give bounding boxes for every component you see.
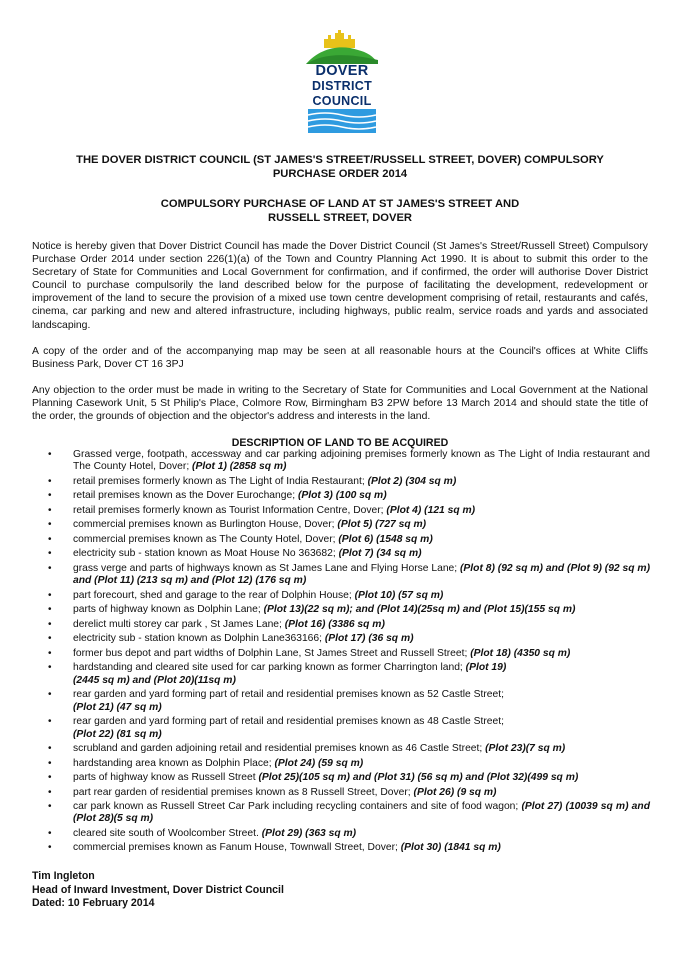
purchase-subtitle-line-2: RUSSELL STREET, DOVER (267, 211, 412, 224)
plot-reference: (Plot 10) (57 sq m) (354, 589, 444, 601)
plot-list-item (48, 758, 650, 770)
purchase-subtitle-line-1: COMPULSORY PURCHASE OF LAND AT ST JAMES'S STREET AND (160, 198, 520, 210)
notice-paragraph: Notice is hereby given that Dover District Council has made the Dover District Council (St James's Street/Russell Street) Compulsory Purchase Order 2014 under section 226(1)(a) of the Town and Country Planning Act 1990. It is about to submit this order to the Secretary of State for Communities and Local Government for confirmation, and if confirmed, the order will authorise Dover District Council to purchase compulsorily the land described below for the purpose of facilitating the development, redevelopment or improvement of the land to secure the provision of a mixed use town centre development comprising of retail, restaurants and cafés, cinema, car parking and new and altered infrastructure, including highways, public realm, service roads and yards and associated landscaping. (32, 241, 648, 331)
plot-list (48, 449, 650, 857)
purchase-subtitle (30, 198, 650, 225)
plot-reference: (Plot 7) (34 sq m) (338, 548, 422, 560)
plot-reference: (Plot 27) (10039 sq m) and (Plot 28)(5 sq m) (73, 801, 650, 825)
plot-list-item (48, 604, 650, 616)
order-title (30, 154, 650, 181)
plot-reference: (Plot 13)(22 sq m); and (Plot 14)(25sq m) and (Plot 15)(155 sq m) (263, 604, 576, 616)
plot-description: parts of highway know as Russell Street (73, 772, 259, 784)
plot-description: Grassed verge, footpath, accessway and car parking adjoining premises formerly known as The Light of India restaurant and The County Hotel, Dover; (73, 449, 650, 473)
plot-description: part forecourt, shed and garage to the rear of Dolphin House; (73, 589, 355, 601)
plot-list-item (48, 689, 650, 714)
plot-reference: (Plot 8) (92 sq m) and (Plot 9) (92 sq m) and (Plot 11) (213 sq m) and (Plot 12) (176 sq m) (73, 562, 650, 587)
plot-reference: (Plot 29) (363 sq m) (261, 827, 357, 839)
plot-reference: (Plot 23)(7 sq m) (485, 743, 566, 755)
plot-list-item (48, 787, 650, 799)
order-title-line-1: THE DOVER DISTRICT COUNCIL (ST JAMES'S STREET/RUSSELL STREET, DOVER) COMPULSORY (76, 154, 604, 166)
plot-reference: (Plot 6) (1548 sq m) (338, 533, 433, 545)
logo-line-council: COUNCIL (312, 94, 372, 108)
plot-list-item (48, 772, 650, 784)
plot-description: retail premises known as the Dover Eurochange; (73, 490, 298, 502)
plot-description: rear garden and yard forming part of retail and residential premises known as 52 Castle Street; (73, 689, 504, 701)
order-title-line-2: PURCHASE ORDER 2014 (272, 167, 408, 180)
plot-list-item (48, 648, 650, 660)
date-line: Dated: 10 February 2014 (32, 897, 155, 909)
plot-reference: (Plot 5) (727 sq m) (337, 519, 427, 531)
plot-reference: (Plot 1) (2858 sq m) (192, 461, 287, 473)
signature-block (32, 870, 284, 911)
plot-description: retail premises formerly known as Tourist Information Centre, Dover; (73, 504, 387, 516)
plot-description: commercial premises known as Fanum House, Townwall Street, Dover; (73, 842, 401, 854)
plot-description: commercial premises known as Burlington House, Dover; (73, 519, 338, 531)
plot-description: hardstanding and cleared site used for car parking known as former Charrington land; (73, 662, 466, 674)
plot-list-item (48, 519, 650, 531)
plot-reference-continued: (2445 sq m) and (Plot 20)(11sq m) (73, 674, 236, 686)
inspection-paragraph: A copy of the order and of the accompanying map may be seen at all reasonable hours at the Council's offices at White Cliffs Business Park, Dover CT 16 3PJ (32, 346, 648, 371)
plot-reference: (Plot 3) (100 sq m) (297, 490, 387, 502)
plot-reference: (Plot 16) (3386 sq m) (284, 618, 385, 630)
plot-description: retail premises formerly known as The Light of India Restaurant; (73, 475, 368, 487)
plot-description: former bus depot and part widths of Dolphin Lane, St James Street and Russell Street; (73, 647, 471, 659)
plot-reference: (Plot 25)(105 sq m) and (Plot 31) (56 sq m) and (Plot 32)(499 sq m) (258, 772, 579, 784)
plot-reference: (Plot 17) (36 sq m) (324, 633, 414, 645)
plot-description: rear garden and yard forming part of retail and residential premises known as 48 Castle Street; (73, 716, 504, 728)
plot-reference: (Plot 30) (1841 sq m) (400, 842, 501, 854)
plot-reference: (Plot 18) (4350 sq m) (470, 647, 571, 659)
plot-list-item (48, 563, 650, 588)
logo-line-dover: DOVER (315, 63, 369, 79)
council-logo (300, 30, 384, 133)
plot-description: grass verge and parts of highways known as St James Lane and Flying Horse Lane; (73, 562, 460, 574)
plot-list-item (48, 449, 650, 474)
logo-line-district: DISTRICT (311, 79, 373, 93)
plot-reference: (Plot 24) (59 sq m) (274, 757, 364, 769)
plot-list-item (48, 662, 650, 687)
plot-list-item (48, 633, 650, 645)
plot-reference: (Plot 19) (465, 662, 507, 674)
plot-list-item (48, 619, 650, 631)
plot-description: parts of highway known as Dolphin Lane; (73, 604, 264, 616)
plot-list-item (48, 842, 650, 854)
plot-description: derelict multi storey car park , St James Lane; (73, 618, 285, 630)
signatory-title: Head of Inward Investment, Dover District Council (32, 883, 284, 896)
castle-hills-logo-icon (300, 30, 384, 64)
plot-list-item (48, 490, 650, 502)
plot-list-item (48, 828, 650, 840)
plot-description: commercial premises known as The County Hotel, Dover; (73, 533, 339, 545)
plot-list-item (48, 801, 650, 826)
plot-list-item (48, 534, 650, 546)
objection-paragraph: Any objection to the order must be made in writing to the Secretary of State for Communities and Local Government at the National Planning Casework Unit, 5 St Philip's Place, Colmore Row, Birmingham B3 2PW before 13 March 2014 and should state the title of the order, the grounds of objection and the objector's address and interests in the land. (32, 385, 648, 423)
plot-list-item (48, 476, 650, 488)
plot-reference: (Plot 4) (121 sq m) (386, 504, 476, 516)
plot-description: electricity sub - station known as Dolphin Lane363166; (73, 633, 325, 645)
plot-list-item (48, 505, 650, 517)
logo-wordmark (300, 64, 384, 109)
plot-reference: (Plot 26) (9 sq m) (413, 786, 497, 798)
description-heading: DESCRIPTION OF LAND TO BE ACQUIRED (231, 437, 449, 449)
plot-list-item (48, 590, 650, 602)
plot-list-item (48, 716, 650, 741)
plot-description: cleared site south of Woolcomber Street. (73, 827, 262, 839)
sea-waves-icon (300, 109, 384, 133)
plot-list-item (48, 548, 650, 560)
plot-description: electricity sub - station known as Moat House No 363682; (73, 548, 339, 560)
plot-description: part rear garden of residential premises known as 8 Russell Street, Dover; (73, 786, 414, 798)
plot-description: car park known as Russell Street Car Park including recycling containers and site of food wagon; (73, 801, 522, 813)
plot-description: hardstanding area known as Dolphin Place; (73, 757, 275, 769)
plot-reference: (Plot 2) (304 sq m) (367, 475, 457, 487)
plot-description: scrubland and garden adjoining retail and residential premises known as 46 Castle Street; (73, 743, 486, 755)
plot-reference-continued: (Plot 22) (81 sq m) (73, 728, 162, 740)
plot-list-item (48, 743, 650, 755)
signatory-name: Tim Ingleton (32, 870, 95, 882)
plot-reference-continued: (Plot 21) (47 sq m) (73, 701, 162, 713)
